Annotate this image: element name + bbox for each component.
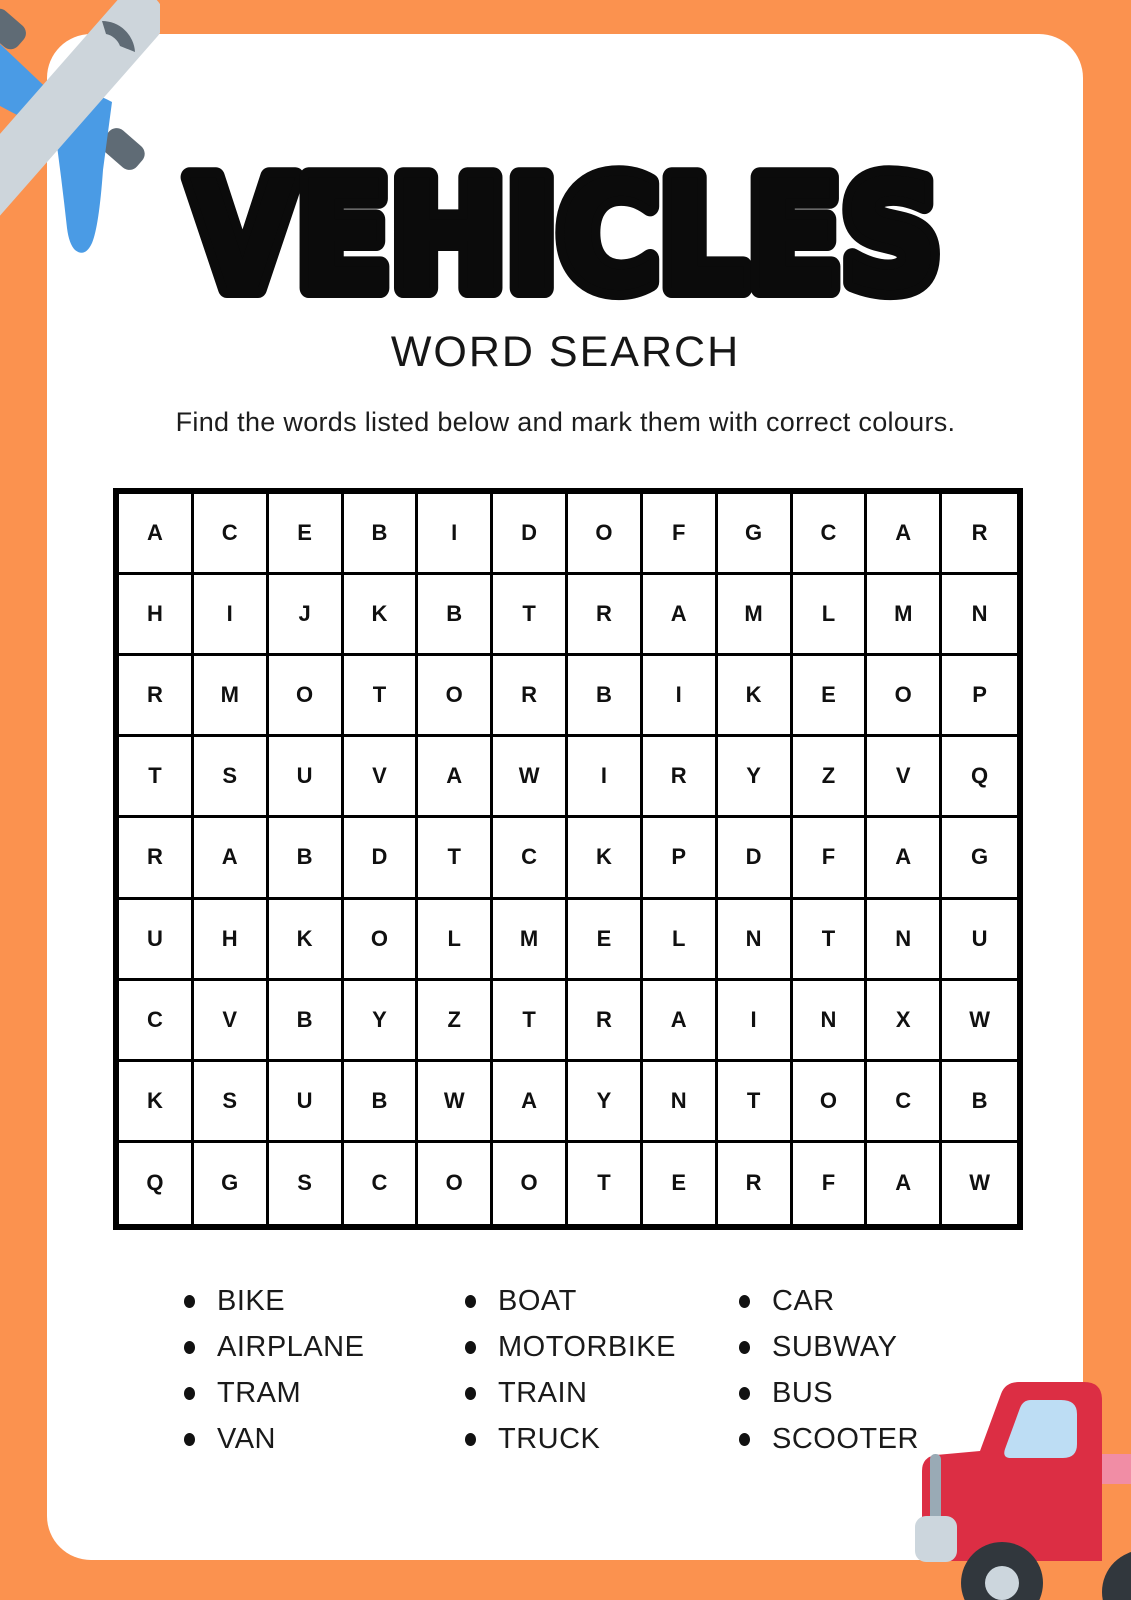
grid-cell[interactable]: P <box>643 818 718 899</box>
grid-cell[interactable]: F <box>643 494 718 575</box>
grid-cell[interactable]: A <box>643 575 718 656</box>
grid-cell[interactable]: Z <box>418 981 493 1062</box>
grid-cell[interactable]: N <box>793 981 868 1062</box>
bullet-icon <box>465 1341 476 1354</box>
grid-cell[interactable]: B <box>568 656 643 737</box>
bullet-icon <box>739 1433 750 1446</box>
word-list-item <box>739 1278 919 1324</box>
grid-cell[interactable]: R <box>643 737 718 818</box>
grid-cell[interactable]: B <box>344 494 419 575</box>
grid-cell[interactable]: K <box>344 575 419 656</box>
word-label: AIRPLANE <box>217 1330 365 1363</box>
grid-cell[interactable]: T <box>718 1062 793 1143</box>
grid-cell[interactable]: G <box>942 818 1017 899</box>
word-label: MOTORBIKE <box>498 1330 676 1363</box>
grid-cell[interactable]: A <box>119 494 194 575</box>
page-subtitle: WORD SEARCH <box>390 328 741 376</box>
grid-cell[interactable]: T <box>119 737 194 818</box>
grid-cell[interactable]: G <box>194 1143 269 1224</box>
grid-cell[interactable]: B <box>269 818 344 899</box>
word-label: BIKE <box>217 1284 286 1317</box>
grid-cell[interactable]: C <box>344 1143 419 1224</box>
word-list-item <box>184 1278 364 1324</box>
bullet-icon <box>184 1341 195 1354</box>
word-list-item <box>739 1370 919 1416</box>
grid-cell[interactable]: A <box>194 818 269 899</box>
word-list-item <box>465 1416 676 1462</box>
grid-cell[interactable]: O <box>793 1062 868 1143</box>
grid-cell[interactable]: N <box>867 900 942 981</box>
word-list-item <box>465 1278 676 1324</box>
page-title: VEHICLES <box>189 147 941 322</box>
grid-cell[interactable]: H <box>119 575 194 656</box>
grid-cell[interactable]: K <box>269 900 344 981</box>
grid-cell[interactable]: Y <box>344 981 419 1062</box>
grid-cell[interactable]: O <box>344 900 419 981</box>
grid-cell[interactable]: C <box>493 818 568 899</box>
grid-cell[interactable]: O <box>568 494 643 575</box>
grid-cell[interactable]: A <box>867 1143 942 1224</box>
grid-cell[interactable]: R <box>119 656 194 737</box>
grid-cell[interactable]: O <box>418 1143 493 1224</box>
word-label: CAR <box>772 1284 835 1317</box>
grid-cell[interactable]: M <box>493 900 568 981</box>
grid-cell[interactable]: S <box>194 737 269 818</box>
grid-cell[interactable]: R <box>718 1143 793 1224</box>
page-title-art <box>0 0 1131 322</box>
grid-cell[interactable]: X <box>867 981 942 1062</box>
grid-cell[interactable]: N <box>718 900 793 981</box>
grid-cell[interactable]: O <box>269 656 344 737</box>
grid-cell[interactable]: U <box>119 900 194 981</box>
grid-cell[interactable]: W <box>493 737 568 818</box>
grid-cell[interactable]: E <box>568 900 643 981</box>
word-list-item <box>184 1324 364 1370</box>
grid-cell[interactable]: V <box>194 981 269 1062</box>
grid-cell[interactable]: A <box>643 981 718 1062</box>
word-label: TRUCK <box>498 1422 601 1455</box>
grid-cell[interactable]: T <box>568 1143 643 1224</box>
grid-cell[interactable]: F <box>793 1143 868 1224</box>
grid-cell[interactable]: Y <box>718 737 793 818</box>
grid-cell[interactable]: T <box>793 900 868 981</box>
grid-cell[interactable]: I <box>194 575 269 656</box>
grid-cell[interactable]: C <box>867 1062 942 1143</box>
grid-cell[interactable]: A <box>867 818 942 899</box>
grid-cell[interactable]: I <box>718 981 793 1062</box>
grid-cell[interactable]: T <box>493 575 568 656</box>
bullet-icon <box>739 1295 750 1308</box>
word-list-item <box>184 1370 364 1416</box>
grid-cell[interactable]: J <box>269 575 344 656</box>
grid-cell[interactable]: K <box>119 1062 194 1143</box>
airplane-icon <box>0 0 160 268</box>
grid-cell[interactable]: D <box>344 818 419 899</box>
word-list-item <box>739 1324 919 1370</box>
grid-cell[interactable]: Y <box>568 1062 643 1143</box>
bullet-icon <box>465 1433 476 1446</box>
bullet-icon <box>465 1387 476 1400</box>
word-label: SCOOTER <box>772 1422 919 1455</box>
grid-cell[interactable]: O <box>493 1143 568 1224</box>
grid-cell[interactable]: N <box>643 1062 718 1143</box>
truck-icon <box>901 1340 1131 1600</box>
grid-cell[interactable]: R <box>568 981 643 1062</box>
word-list-column <box>465 1278 676 1462</box>
grid-cell[interactable]: E <box>269 494 344 575</box>
grid-cell[interactable]: Q <box>119 1143 194 1224</box>
grid-cell[interactable]: B <box>269 981 344 1062</box>
grid-cell[interactable]: B <box>418 575 493 656</box>
grid-cell[interactable]: B <box>344 1062 419 1143</box>
grid-cell[interactable]: A <box>867 494 942 575</box>
bullet-icon <box>465 1295 476 1308</box>
grid-cell[interactable]: O <box>867 656 942 737</box>
instruction-text: Find the words listed below and mark them with correct colours. <box>175 407 956 437</box>
grid-cell[interactable]: K <box>718 656 793 737</box>
word-label: TRAIN <box>498 1376 588 1409</box>
grid-cell[interactable]: T <box>418 818 493 899</box>
grid-cell[interactable]: U <box>269 1062 344 1143</box>
grid-cell[interactable]: A <box>493 1062 568 1143</box>
word-search-grid <box>113 488 1023 1230</box>
grid-cell[interactable]: U <box>942 900 1017 981</box>
grid-cell[interactable]: R <box>119 818 194 899</box>
grid-cell[interactable]: L <box>418 900 493 981</box>
grid-cell[interactable]: V <box>344 737 419 818</box>
grid-cell[interactable]: H <box>194 900 269 981</box>
grid-cell[interactable]: C <box>119 981 194 1062</box>
bullet-icon <box>739 1387 750 1400</box>
grid-cell[interactable]: Q <box>942 737 1017 818</box>
bullet-icon <box>184 1295 195 1308</box>
grid-cell[interactable]: V <box>867 737 942 818</box>
word-label: BOAT <box>498 1284 577 1317</box>
grid-cell[interactable]: M <box>867 575 942 656</box>
grid-cell[interactable]: M <box>194 656 269 737</box>
grid-cell[interactable]: E <box>793 656 868 737</box>
grid-cell[interactable]: R <box>568 575 643 656</box>
grid-cell[interactable]: K <box>568 818 643 899</box>
grid-cell[interactable]: I <box>418 494 493 575</box>
grid-cell[interactable]: R <box>493 656 568 737</box>
grid-cell[interactable]: S <box>194 1062 269 1143</box>
word-list-item <box>465 1370 676 1416</box>
grid-cell[interactable]: L <box>643 900 718 981</box>
grid-cell[interactable]: M <box>718 575 793 656</box>
grid-cell[interactable]: W <box>418 1062 493 1143</box>
grid-cell[interactable]: R <box>942 494 1017 575</box>
word-list-item <box>739 1416 919 1462</box>
grid-cell[interactable]: S <box>269 1143 344 1224</box>
grid-cell[interactable]: Z <box>793 737 868 818</box>
word-list-column <box>739 1278 919 1462</box>
grid-cell[interactable]: C <box>194 494 269 575</box>
grid-cell[interactable]: L <box>793 575 868 656</box>
bullet-icon <box>184 1433 195 1446</box>
word-list-column <box>184 1278 364 1462</box>
grid-cell[interactable]: D <box>718 818 793 899</box>
grid-cell[interactable]: E <box>643 1143 718 1224</box>
grid-cell[interactable]: U <box>269 737 344 818</box>
word-list-item <box>465 1324 676 1370</box>
grid-cell[interactable]: W <box>969 1170 990 1196</box>
grid-cell[interactable]: D <box>493 494 568 575</box>
word-list-item <box>184 1416 364 1462</box>
grid-cell[interactable]: I <box>568 737 643 818</box>
grid-cell[interactable]: F <box>793 818 868 899</box>
grid-cell[interactable]: P <box>942 656 1017 737</box>
word-label: SUBWAY <box>772 1330 898 1363</box>
bullet-icon <box>739 1341 750 1354</box>
grid-cell[interactable]: I <box>643 656 718 737</box>
bullet-icon <box>184 1387 195 1400</box>
grid-cell[interactable]: O <box>418 656 493 737</box>
grid-cell[interactable]: A <box>418 737 493 818</box>
grid-cell[interactable]: T <box>344 656 419 737</box>
word-label: BUS <box>772 1376 834 1409</box>
grid-cell[interactable]: C <box>793 494 868 575</box>
grid-cell[interactable]: N <box>942 575 1017 656</box>
word-label: TRAM <box>217 1376 302 1409</box>
grid-cell[interactable]: G <box>718 494 793 575</box>
grid-cell[interactable]: W <box>942 981 1017 1062</box>
grid-cell[interactable]: B <box>942 1062 1017 1143</box>
grid-cell[interactable]: T <box>493 981 568 1062</box>
word-label: VAN <box>217 1422 276 1455</box>
